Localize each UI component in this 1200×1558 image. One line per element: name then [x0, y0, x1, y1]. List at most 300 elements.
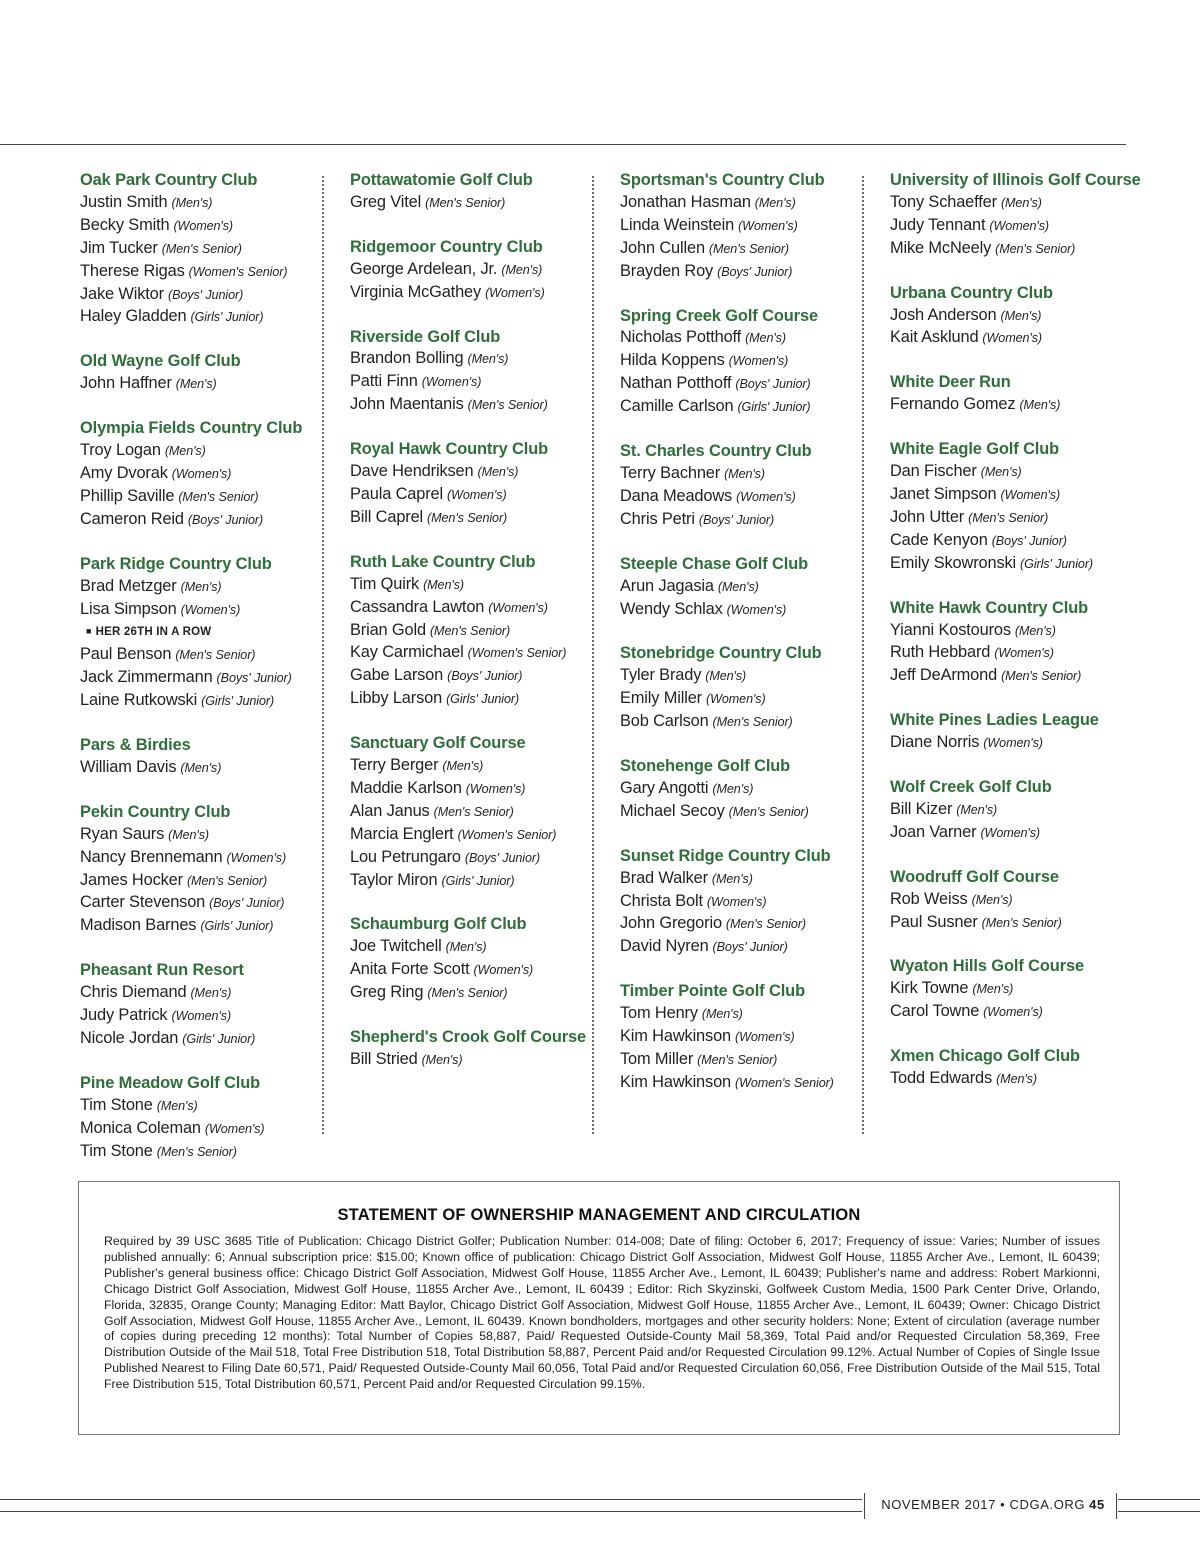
champion-category: (Men's) [467, 352, 509, 367]
club-block [80, 170, 342, 329]
champion-category: (Women's) [204, 1121, 265, 1136]
club-block [890, 283, 1152, 351]
champion-category: (Men's) [972, 982, 1014, 997]
champion-category: (Women's) [465, 781, 526, 796]
champion-name: Michael Secoy [620, 801, 725, 820]
champion-entry [350, 936, 612, 959]
champion-name: Tyler Brady [620, 666, 702, 685]
champion-category: (Boys' Junior) [735, 377, 811, 392]
champion-entry [620, 1049, 882, 1072]
champion-entry [890, 799, 1152, 822]
champion-entry [620, 350, 882, 373]
champion-category: (Men's) [705, 669, 747, 684]
club-block [350, 237, 612, 305]
champion-category: (Men's) [1000, 308, 1042, 323]
champion-entry [620, 576, 882, 599]
champion-entry [890, 665, 1152, 688]
club-name: Woodruff Golf Course [890, 867, 1059, 886]
top-rule [0, 144, 1126, 145]
champion-entry [80, 463, 342, 486]
champion-entry [80, 644, 342, 667]
club-block [80, 554, 342, 713]
champion-name: Chris Diemand [80, 983, 187, 1002]
champion-name: Tim Stone [80, 1095, 153, 1114]
club-name: Sportsman's Country Club [620, 171, 825, 189]
champion-name: Marcia Englert [350, 824, 454, 843]
champion-entry [80, 847, 342, 870]
champion-category: (Men's) [477, 465, 519, 480]
champion-name: Nancy Brennemann [80, 847, 223, 866]
club-block [80, 802, 342, 938]
club-block [80, 351, 342, 396]
champion-entry [890, 327, 1152, 350]
champion-entry [620, 1072, 882, 1095]
champion-entry [350, 665, 612, 688]
champion-category: (Women's) [488, 600, 548, 615]
club-name: Riverside Golf Club [350, 327, 501, 346]
champion-entry [350, 778, 612, 801]
club-name: Stonehenge Golf Club [620, 757, 791, 776]
champion-category: (Men's) [1019, 398, 1061, 413]
club-block [890, 867, 1152, 935]
champion-category: (Women's) [473, 963, 534, 978]
champion-category: (Men's Senior) [1001, 669, 1082, 684]
champion-entry [890, 978, 1152, 1001]
champion-name: Chris Petri [620, 509, 695, 528]
champion-entry [620, 192, 882, 215]
champion-entry [350, 620, 612, 643]
champion-category: (Girls' Junior) [441, 873, 515, 888]
champion-category: (Men's Senior) [178, 489, 259, 504]
champion-name: John Gregorio [620, 914, 722, 933]
champion-name: Hilda Koppens [620, 351, 725, 370]
champion-name: John Utter [890, 507, 965, 526]
champion-category: (Men's Senior) [697, 1053, 778, 1067]
page-number: 45 [1089, 1497, 1105, 1512]
champion-entry [620, 913, 882, 936]
club-block [80, 1073, 342, 1164]
club-block [80, 735, 342, 780]
club-block [350, 914, 612, 1005]
club-name: White Hawk Country Club [890, 598, 1089, 617]
champion-name: Gabe Larson [350, 666, 444, 685]
champion-entry [890, 620, 1152, 643]
champion-name: Jake Wiktor [80, 284, 164, 303]
champion-entry [890, 553, 1152, 576]
club-block [890, 777, 1152, 845]
champion-entry [890, 822, 1152, 845]
champion-name: Bill Caprel [350, 507, 424, 526]
champion-name: Terry Berger [350, 756, 439, 775]
champion-entry [890, 192, 1152, 215]
champion-entry [620, 1026, 882, 1049]
club-block [80, 418, 342, 532]
champion-name: Jeff DeArmond [890, 666, 998, 685]
champion-category: (Boys' Junior) [447, 669, 523, 684]
champion-entry [80, 306, 342, 329]
champion-category: (Women's) [485, 285, 545, 300]
champion-entry [350, 688, 612, 711]
club-block [350, 170, 612, 215]
champion-entry [890, 1001, 1152, 1024]
champion-category: (Men's) [980, 465, 1022, 480]
champion-entry [620, 778, 882, 801]
champion-category: (Men's Senior) [995, 241, 1076, 256]
champion-name: Tom Henry [620, 1004, 698, 1023]
champion-name: Kay Carmichael [350, 643, 464, 662]
champion-category: (Girls' Junior) [200, 919, 274, 934]
champion-category: (Men's Senior) [728, 804, 809, 819]
champion-entry [80, 1118, 342, 1141]
champion-entry [620, 891, 882, 914]
champion-entry [890, 642, 1152, 665]
champion-name: Todd Edwards [890, 1069, 993, 1088]
champion-name: Janet Simpson [890, 484, 997, 503]
champion-category: (Women's) [171, 466, 232, 481]
club-block [890, 956, 1152, 1024]
champion-entry [80, 915, 342, 938]
champion-name: Greg Vitel [350, 192, 422, 211]
champion-category: (Women's) [173, 218, 234, 233]
champion-name: Libby Larson [350, 689, 443, 708]
champion-entry [620, 463, 882, 486]
champion-entry [890, 461, 1152, 484]
champion-name: Linda Weinstein [620, 215, 735, 234]
club-block [620, 170, 882, 284]
club-name: Shepherd's Crook Golf Course [350, 1028, 587, 1047]
club-name: Ridgemoor Country Club [350, 237, 543, 256]
champion-entry [620, 1003, 882, 1026]
champion-entry [80, 1005, 342, 1028]
champion-name: Patti Finn [350, 372, 418, 391]
champion-entry [890, 484, 1152, 507]
champion-category: (Women's) [982, 331, 1042, 346]
champion-category: (Men's) [971, 892, 1013, 907]
club-block [620, 981, 882, 1095]
club-block [890, 372, 1152, 417]
champion-entry [620, 599, 882, 622]
club-block [80, 960, 342, 1051]
club-block [350, 1027, 612, 1072]
champion-entry [350, 755, 612, 778]
club-name: Ruth Lake Country Club [350, 552, 536, 571]
champion-category: (Men's) [164, 444, 206, 459]
champion-entry [350, 642, 612, 665]
club-name: Timber Pointe Golf Club [620, 982, 805, 1001]
champion-category: (Men's) [996, 1072, 1037, 1087]
champion-entry [620, 373, 882, 396]
champion-entry [80, 870, 342, 893]
club-name: Schaumburg Golf Club [350, 915, 527, 934]
champion-category: (Men's Senior) [186, 873, 268, 888]
champion-category: (Men's Senior) [429, 623, 511, 638]
club-name: Royal Hawk Country Club [350, 440, 549, 459]
champion-name: Joan Varner [890, 822, 977, 841]
champion-name: Brad Walker [620, 868, 708, 887]
note-text: HER 26TH IN A ROW [95, 626, 212, 639]
club-name: Urbana Country Club [890, 283, 1053, 302]
club-name: Wyaton Hills Golf Course [890, 957, 1085, 976]
champion-entry [890, 215, 1152, 238]
champion-entry [620, 261, 882, 284]
champion-entry [350, 870, 612, 893]
champion-name: Diane Norris [890, 733, 980, 752]
champion-category: (Girls' Junior) [446, 692, 520, 707]
champion-category: (Girls' Junior) [1020, 556, 1094, 571]
champion-entry [890, 507, 1152, 530]
champion-entry [80, 690, 342, 713]
champion-category: (Boys' Junior) [717, 264, 793, 279]
champion-entry [80, 284, 342, 307]
champion-name: Jim Tucker [80, 238, 158, 257]
champion-name: John Maentanis [350, 395, 464, 414]
champion-entry [350, 847, 612, 870]
champion-category: (Men's Senior) [427, 510, 508, 525]
champion-category: (Women's) [980, 825, 1041, 840]
champion-category: (Men's) [754, 195, 796, 210]
champion-category: (Women's) [726, 602, 787, 617]
champion-category: (Men's Senior) [427, 986, 508, 1001]
club-name: Sanctuary Golf Course [350, 734, 526, 753]
champion-name: Carol Towne [890, 1002, 980, 1021]
champion-entry [620, 327, 882, 350]
champion-category: (Women's) [706, 894, 767, 909]
column-3 [620, 170, 882, 1136]
column-4 [890, 170, 1152, 1136]
champion-name: Tim Stone [80, 1141, 153, 1160]
champion-entry [620, 801, 882, 824]
champion-category: (Women's) [446, 487, 507, 502]
champion-category: (Men's) [175, 377, 217, 392]
club-name: Wolf Creek Golf Club [890, 778, 1052, 797]
champion-name: Jack Zimmermann [80, 668, 213, 687]
club-block [890, 170, 1152, 261]
champion-name: Justin Smith [80, 192, 168, 211]
club-name: White Eagle Golf Club [890, 440, 1060, 459]
statement-box [78, 1181, 1120, 1435]
champion-name: Brayden Roy [620, 261, 714, 280]
champion-entry [350, 282, 612, 305]
champion-name: Bill Kizer [890, 799, 953, 818]
club-block [350, 552, 612, 711]
column-divider [592, 176, 594, 1134]
champion-name: Dan Fischer [890, 462, 977, 481]
champion-name: Cameron Reid [80, 509, 184, 528]
club-block [620, 846, 882, 960]
champion-entry [620, 665, 882, 688]
champion-name: William Davis [80, 757, 177, 776]
champion-category: (Men's) [1000, 195, 1042, 210]
club-block [350, 733, 612, 892]
champion-entry [80, 215, 342, 238]
champion-entry [620, 486, 882, 509]
club-name: Pars & Birdies [80, 736, 191, 755]
champion-category: (Men's) [724, 466, 765, 481]
champion-name: Brad Metzger [80, 576, 177, 595]
champion-entry [80, 486, 342, 509]
champion-entry [350, 348, 612, 371]
champion-category: (Women's) [728, 354, 789, 369]
champion-entry [620, 936, 882, 959]
champion-name: Emily Skowronski [890, 553, 1017, 572]
champion-entry [350, 1049, 612, 1072]
champion-category: (Men's) [1014, 623, 1056, 638]
champion-entry [620, 711, 882, 734]
champion-name: Taylor Miron [350, 870, 438, 889]
champion-name: Judy Patrick [80, 1006, 168, 1025]
champion-name: Greg Ring [350, 983, 424, 1002]
champion-entry [80, 192, 342, 215]
champion-name: George Ardelean, Jr. [350, 259, 498, 278]
champion-name: Arun Jagasia [620, 576, 714, 595]
footer-rule-cap [1116, 1493, 1117, 1519]
champion-category: (Women's) [989, 218, 1049, 233]
column-divider [862, 176, 864, 1134]
champion-name: Tom Miller [620, 1050, 694, 1068]
champion-name: Lisa Simpson [80, 599, 177, 618]
champion-name: Wendy Schlax [620, 599, 723, 618]
champion-entry [890, 305, 1152, 328]
champion-entry [350, 801, 612, 824]
champion-entry [350, 461, 612, 484]
club-block [620, 554, 882, 622]
champion-entry [890, 394, 1152, 417]
champion-name: Nathan Potthoff [620, 374, 732, 393]
champion-name: Mike McNeely [890, 238, 992, 257]
champion-name: Ruth Hebbard [890, 643, 991, 662]
champion-name: Cassandra Lawton [350, 597, 485, 616]
club-block [620, 643, 882, 734]
club-block [350, 327, 612, 418]
champion-name: Cade Kenyon [890, 530, 988, 549]
champion-name: David Nyren [620, 937, 709, 956]
champion-entry [620, 238, 882, 261]
champion-category: (Boys' Junior) [464, 850, 541, 865]
champion-name: Dave Hendriksen [350, 462, 474, 481]
club-name: Stonebridge Country Club [620, 644, 822, 663]
champion-category: (Women's) [994, 646, 1054, 661]
champion-entry [80, 373, 342, 396]
champion-entry [890, 530, 1152, 553]
champion-name: Phillip Saville [80, 486, 175, 505]
champion-note [80, 621, 342, 644]
champion-entry [890, 732, 1152, 755]
champion-entry [80, 667, 342, 690]
champion-name: Madison Barnes [80, 916, 197, 935]
champion-name: Kait Asklund [890, 328, 979, 347]
champion-name: Emily Miller [620, 689, 702, 708]
champion-category: (Men's) [717, 579, 759, 594]
champion-category: (Men's) [180, 579, 222, 594]
champion-name: Jonathan Hasman [620, 192, 751, 211]
champion-category: (Men's) [423, 577, 464, 592]
champion-entry [350, 574, 612, 597]
champion-category: (Boys' Junior) [698, 512, 775, 527]
champion-name: Amy Dvorak [80, 463, 168, 482]
champion-name: Rob Weiss [890, 889, 968, 908]
club-name: Park Ridge Country Club [80, 554, 272, 573]
champion-category: (Women's) [983, 1005, 1043, 1020]
champion-category: (Men's Senior) [981, 915, 1062, 930]
champion-entry [350, 394, 612, 417]
champion-category: (Men's) [445, 940, 487, 955]
champion-name: John Cullen [620, 238, 705, 257]
champion-entry [80, 824, 342, 847]
champion-category: (Women's) [1000, 487, 1061, 502]
champion-name: Paul Benson [80, 645, 172, 664]
champion-category: (Boys' Junior) [187, 512, 264, 527]
club-block [890, 710, 1152, 755]
champion-name: Terry Bachner [620, 463, 721, 482]
champion-name: Kim Hawkinson [620, 1027, 731, 1046]
champion-category: (Men's Senior) [161, 241, 242, 256]
champion-category: (Men's) [156, 1098, 198, 1113]
champion-entry [80, 1141, 342, 1164]
champion-entry [80, 509, 342, 532]
champion-category: (Men's) [180, 760, 222, 775]
champion-name: Ryan Saurs [80, 824, 165, 843]
club-name: Old Wayne Golf Club [80, 352, 241, 371]
champion-name: Dana Meadows [620, 486, 733, 505]
champion-entry [620, 396, 882, 419]
champion-name: Christa Bolt [620, 891, 703, 910]
champion-entry [80, 892, 342, 915]
club-name: Pine Meadow Golf Club [80, 1073, 261, 1092]
champion-name: Maddie Karlson [350, 778, 462, 797]
champion-entry [620, 509, 882, 532]
champion-category: (Women's Senior) [735, 1075, 834, 1090]
statement-title: STATEMENT OF OWNERSHIP MANAGEMENT AND CIRCULATION [337, 1206, 861, 1224]
champion-name: Yianni Kostouros [890, 620, 1011, 639]
club-name: Sunset Ridge Country Club [620, 846, 831, 865]
footer-rule-cap [864, 1493, 865, 1519]
champion-category: (Girls' Junior) [190, 310, 264, 325]
champion-name: Therese Rigas [80, 261, 185, 280]
champion-name: Tim Quirk [350, 574, 420, 593]
champion-entry [80, 982, 342, 1005]
champion-entry [80, 238, 342, 261]
champion-category: (Men's Senior) [968, 510, 1049, 525]
champion-category: (Men's Senior) [712, 715, 793, 730]
champion-name: Lou Petrungaro [350, 847, 461, 866]
club-name: Spring Creek Golf Course [620, 306, 818, 325]
champion-name: Laine Rutkowski [80, 691, 198, 710]
champion-category: (Women's) [736, 489, 796, 504]
champion-name: Monica Coleman [80, 1118, 201, 1137]
champion-category: (Women's) [421, 375, 482, 390]
champion-entry [350, 192, 612, 215]
champion-entry [890, 889, 1152, 912]
champion-entry [350, 982, 612, 1005]
club-name: Pekin Country Club [80, 802, 231, 821]
club-name: Pheasant Run Resort [80, 961, 244, 980]
champion-name: Brandon Bolling [350, 349, 464, 368]
club-block [620, 306, 882, 420]
champion-category: (Girls' Junior) [182, 1032, 256, 1046]
champion-category: (Boys' Junior) [209, 896, 285, 911]
footer-issue: NOVEMBER 2017 [881, 1497, 996, 1512]
champion-name: Carter Stevenson [80, 893, 206, 912]
club-name: Steeple Chase Golf Club [620, 554, 809, 573]
champion-name: Becky Smith [80, 215, 170, 234]
champion-name: Haley Gladden [80, 307, 187, 326]
champion-entry [80, 599, 342, 622]
champion-entry [890, 912, 1152, 935]
champion-entry [620, 688, 882, 711]
champion-category: (Women's) [983, 736, 1043, 751]
champion-name: Alan Janus [350, 801, 430, 820]
champion-entry [350, 507, 612, 530]
